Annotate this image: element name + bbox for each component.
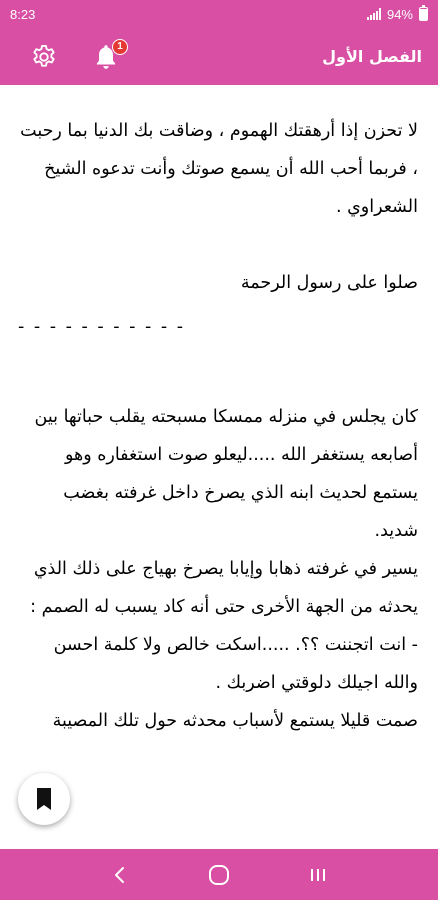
gear-icon [30,43,58,71]
notifications-button[interactable] [90,41,122,73]
nav-recents-button[interactable] [303,860,333,890]
notification-badge: 1 [112,39,128,55]
status-time: 8:23 [10,6,36,22]
paragraph: كان يجلس في منزله ممسكا مسبحته يقلب حباتها بين أصابعه يستغفر الله .....ليعلو صوت استغفاره وهو يستمع لحديث ابنه الذي يصرخ داخل غرفته بغضب شديد. [34,407,418,541]
paragraph: يسير في غرفته ذهابا وإيابا يصرخ بهياج على ذلك الذي يحدثه من الجهة الأخرى حتى أنه كاد يسبب له الصمم : [30,559,418,617]
nav-home-button[interactable] [204,860,234,890]
app-bar [0,28,438,85]
battery-percentage: 94% [386,6,413,22]
status-bar [0,0,438,28]
nav-back-button[interactable] [105,860,135,890]
battery-fill [420,9,427,20]
signal-icon [367,8,381,20]
status-indicators [367,7,428,22]
bookmark-icon [35,787,53,811]
chapter-title: الفصل الأول [322,47,422,66]
paragraph: - انت اتجننت ؟؟. .....اسكت خالص ولا كلمة احسن والله اجيلك دلوقتي اضربك . [53,635,418,693]
system-navigation-bar [0,849,438,900]
paragraph: لا تحزن إذا أرهقتك الهموم ، وضاقت بك الدنيا بما رحبت ، فربما أحب الله أن يسمع صوتك وأنت تدعوه الشيخ الشعراوي . [20,121,418,217]
bookmark-button[interactable] [18,773,70,825]
separator-line: - - - - - - - - - - - [18,317,186,337]
app-bar-actions [28,41,122,73]
settings-button[interactable] [28,41,60,73]
chevron-left-icon [113,866,127,884]
home-circle-icon [208,864,230,886]
recents-icon [308,865,328,885]
paragraph: صلوا على رسول الرحمة [240,273,418,293]
battery-icon [419,7,428,21]
paragraph: صمت قليلا يستمع لأسباب محدثه حول تلك المصيبة [52,711,418,731]
chapter-content [0,85,438,849]
